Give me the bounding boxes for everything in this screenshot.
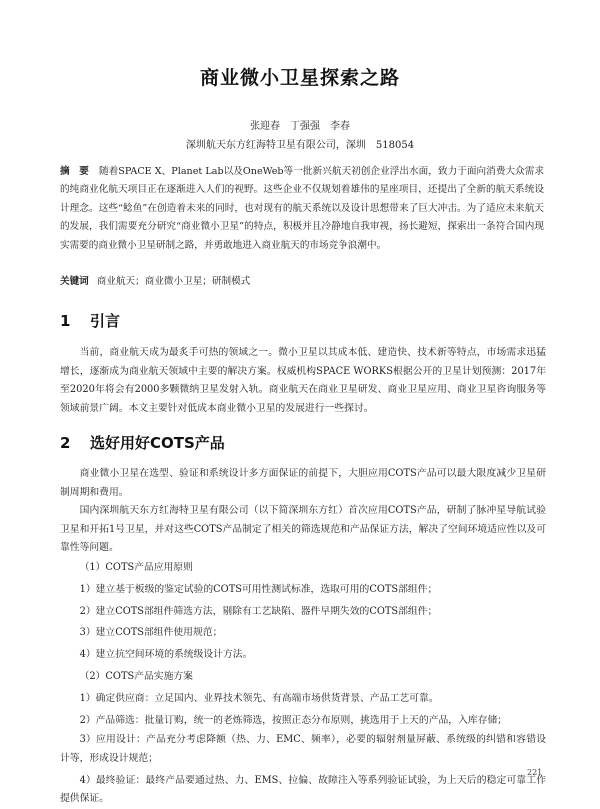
section-number: 2 <box>60 434 71 452</box>
keywords-label: 关键词 <box>60 276 89 287</box>
cots-list <box>60 557 546 809</box>
abstract-text: 随着SPACE X、Planet Lab以及OneWeb等一批新兴航天初创企业浮出水面，致力于面向消费大众需求的纯商业化航天项目正在逐渐进入人们的视野。这些企业不仅规划着雄伟的星座项目，还提出了全新的航天系统设计理念。这些“鲶鱼”在创造着未来的同时，也对现有的航天系统以及设计思想带来了巨大冲击。为了适应未来航天的发展，我们需要充分研究“商业微小卫星”的特点，积极并且冷静地自我审视，扬长避短，探索出一条符合国内现实需要的商业微小卫星研制之路，并勇敢地进入商业航天的市场竞争浪潮中。 <box>60 166 545 251</box>
section-number: 1 <box>60 312 71 330</box>
section-title: 选好用好COTS产品 <box>90 434 225 452</box>
list-item: 3）应用设计：产品充分考虑降额（热、力、EMC、频率），必要的辐射剂量屏蔽、系统级的纠错和容错设计等，形成设计规范； <box>60 734 546 764</box>
list-item: 3）建立COTS部组件使用规范； <box>79 627 223 639</box>
abstract <box>60 163 544 255</box>
section-1-body <box>60 344 546 418</box>
list-item: 1）建立基于板级的鉴定试验的COTS可用性测试标准，选取可用的COTS部组件； <box>79 583 438 595</box>
abstract-label: 摘 要 <box>60 166 89 177</box>
list-item: 2）产品筛选：批量订购，统一的老炼筛选，按照正态分布原则，挑选用于上天的产品，入库存储； <box>79 714 508 726</box>
paragraph: 国内深圳航天东方红海特卫星有限公司（以下简深圳东方红）首次应用COTS产品，研制了脉冲星导航试验卫星和开拓1号卫星，并对这些COTS产品制定了相关的筛选规范和产品保证方法，解决了空间环境适应性以及可靠性等问题。 <box>60 505 546 554</box>
section-title: 引言 <box>90 312 121 330</box>
section-2-body <box>60 465 546 558</box>
author-list: 张迎春 丁强强 李春 <box>250 121 350 132</box>
page-number: 221 <box>527 768 543 777</box>
paragraph: 商业微小卫星在选型、验证和系统设计多方面保证的前提下，大胆应用COTS产品可以最大限度减少卫星研制周期和费用。 <box>60 468 546 498</box>
keywords <box>60 273 544 287</box>
list-item: 2）建立COTS部组件筛选方法，剔除有工艺缺陷、器件早期失效的COTS部组件； <box>79 605 438 617</box>
list-item: （2）COTS产品实施方案 <box>79 670 193 682</box>
affiliation: 深圳航天东方红海特卫星有限公司，深圳 518054 <box>185 140 415 151</box>
section-heading-1 <box>60 310 120 331</box>
list-item: （1）COTS产品应用原则 <box>79 562 193 573</box>
paper-title: 商业微小卫星探索之路 <box>199 67 400 89</box>
list-item: 1）确定供应商：立足国内、业界技术领先、有高端市场供货背景、产品工艺可靠。 <box>79 692 439 704</box>
list-item: 4）建立抗空间环境的系统级设计方法。 <box>79 649 253 661</box>
paragraph: 当前，商业航天成为最炙手可热的领域之一。微小卫星以其成本低、建造快、技术新等特点，市场需求迅猛增长，逐渐成为商业航天领域中主要的解决方案。权威机构SPACE WORKS根据公开的卫星计划预测：2017年至2020年将会有2000多颗微纳卫星发射入轨。商业航天在商业卫星研发、商业卫星应用、商业卫星咨询服务等领域前景广阔。本文主要针对低成本商业微小卫星的发展进行一些探讨。 <box>60 347 546 414</box>
keywords-text: 商业航天；商业微小卫星；研制模式 <box>96 276 251 287</box>
section-heading-2 <box>60 432 225 453</box>
list-item: 4）最终验证：最终产品要通过热、力、EMS、拉偏、故障注入等系列验证试验，为上天后的稳定可靠工作提供保证。 <box>60 774 546 805</box>
